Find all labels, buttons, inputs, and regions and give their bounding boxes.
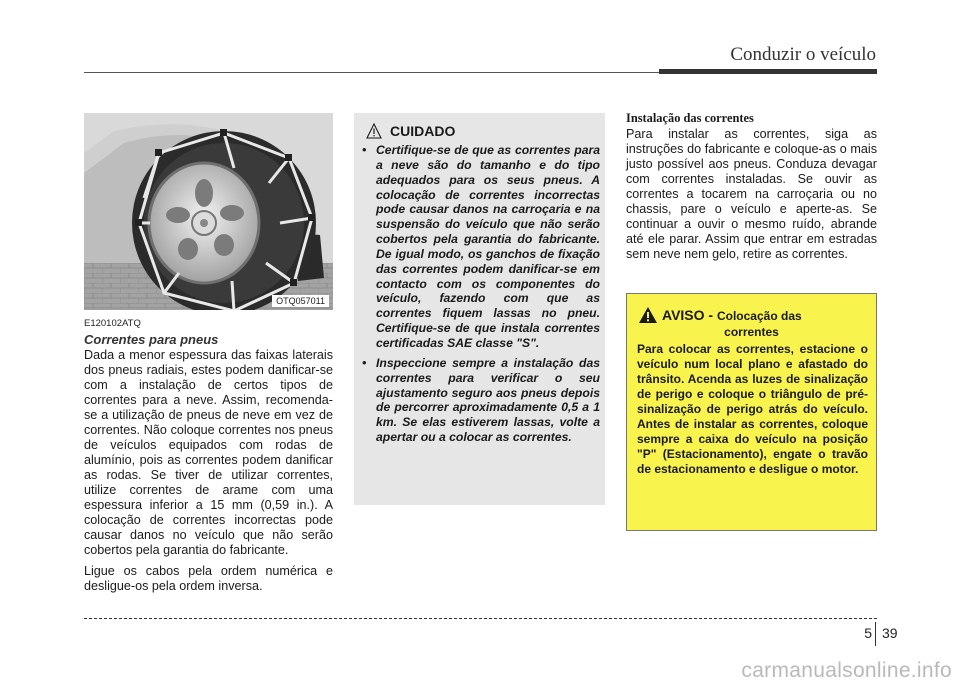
page-separator (875, 622, 876, 646)
footer-rule (84, 618, 877, 619)
header-rule-accent (659, 69, 877, 74)
header-title: Conduzir o veículo (730, 44, 876, 65)
wheel-illustration (84, 113, 333, 310)
section-title: Instalação das correntes (626, 111, 754, 125)
snow-chain-wheel-photo (84, 113, 333, 310)
header-rule (84, 72, 659, 73)
caution-title: CUIDADO (390, 123, 456, 139)
body-text-right: Para instalar as correntes, siga as instruções do fabricante e coloque-as o mais justo possível aos pneus. Conduza devagar com correntes instaladas. Se ouvir as correntes a tocarem na carroçaria ou no chassis, pare o veículo e aperte-as. Se continuar a ouvir o mesmo ruído, abrande até ele parar. Assim que entrar em estradas sem neve nem gelo, retire as correntes. (626, 127, 877, 261)
body-text-left (84, 348, 333, 600)
watermark: carmanualsonline.info (741, 659, 952, 682)
caution-triangle-icon (366, 123, 382, 139)
list-item: • Certifique-se de que as correntes para a neve são do tamanho e do tipo adequados para os seus pneus. A colocação de correntes incorrectas pode causar danos na carroçaria e na suspensão do veículo que não serão cobertos pela garantia do fabricante. De igual modo, os ganchos de fixação das correntes podem danificar-se em contacto com os componentes do veículo, fazendo com que as correntes fiquem lassas no pneu. Certifique-se de que instala correntes certificadas SAE classe "S". (362, 143, 600, 350)
section-subtitle: Correntes para pneus (84, 332, 219, 347)
page-number: 39 (882, 625, 898, 641)
section-code: E120102ATQ (84, 318, 141, 329)
figure-code: OTQ057011 (272, 295, 329, 307)
warning-title: AVISO - Colocação das (662, 307, 802, 323)
paragraph: Ligue os cabos pela ordem numérica e desligue-os pela ordem inversa. (84, 564, 333, 593)
warning-body: Para colocar as correntes, estacione o veículo num local plano e afastado do trânsito. Acenda as luzes de sinalização de perigo e coloque o triângulo de pré-sinalização de perigo atrás do veículo. Antes de instalar as correntes, coloque sempre a caixa do veículo na posição "P" (Estacionamento), engate o travão de estacionamento e desligue o motor. (637, 342, 868, 476)
caution-list (362, 143, 600, 450)
caution-box (354, 113, 605, 505)
warning-box (626, 293, 877, 531)
warning-subtitle: correntes (724, 325, 779, 339)
caution-header (366, 123, 455, 139)
chapter-number: 5 (864, 625, 872, 641)
list-item: • Inspeccione sempre a instalação das correntes para verificar o seu ajustamento seguro aos pneus depois de percorrer aproximadamente 0,5 a 1 km. Se elas estiverem lassas, volte a apertar ou a colocar as correntes. (362, 355, 600, 445)
paragraph: Dada a menor espessura das faixas laterais dos pneus radiais, estes podem danificar-se com a instalação de certos tipos de correntes para a neve. Assim, recomenda-se a utilização de pneus de neve em vez de correntes. Não coloque correntes nos pneus de veículos equipados com rodas de alumínio, pois as correntes podem danificar as rodas. Se tiver de utilizar correntes, utilize correntes de arame com uma espessura inferior a 15 mm (0,59 in.). A colocação de correntes incorrectas pode causar danos no veículo que não serão cobertos pela garantia do fabricante. (84, 348, 333, 557)
warning-triangle-icon (638, 306, 658, 324)
